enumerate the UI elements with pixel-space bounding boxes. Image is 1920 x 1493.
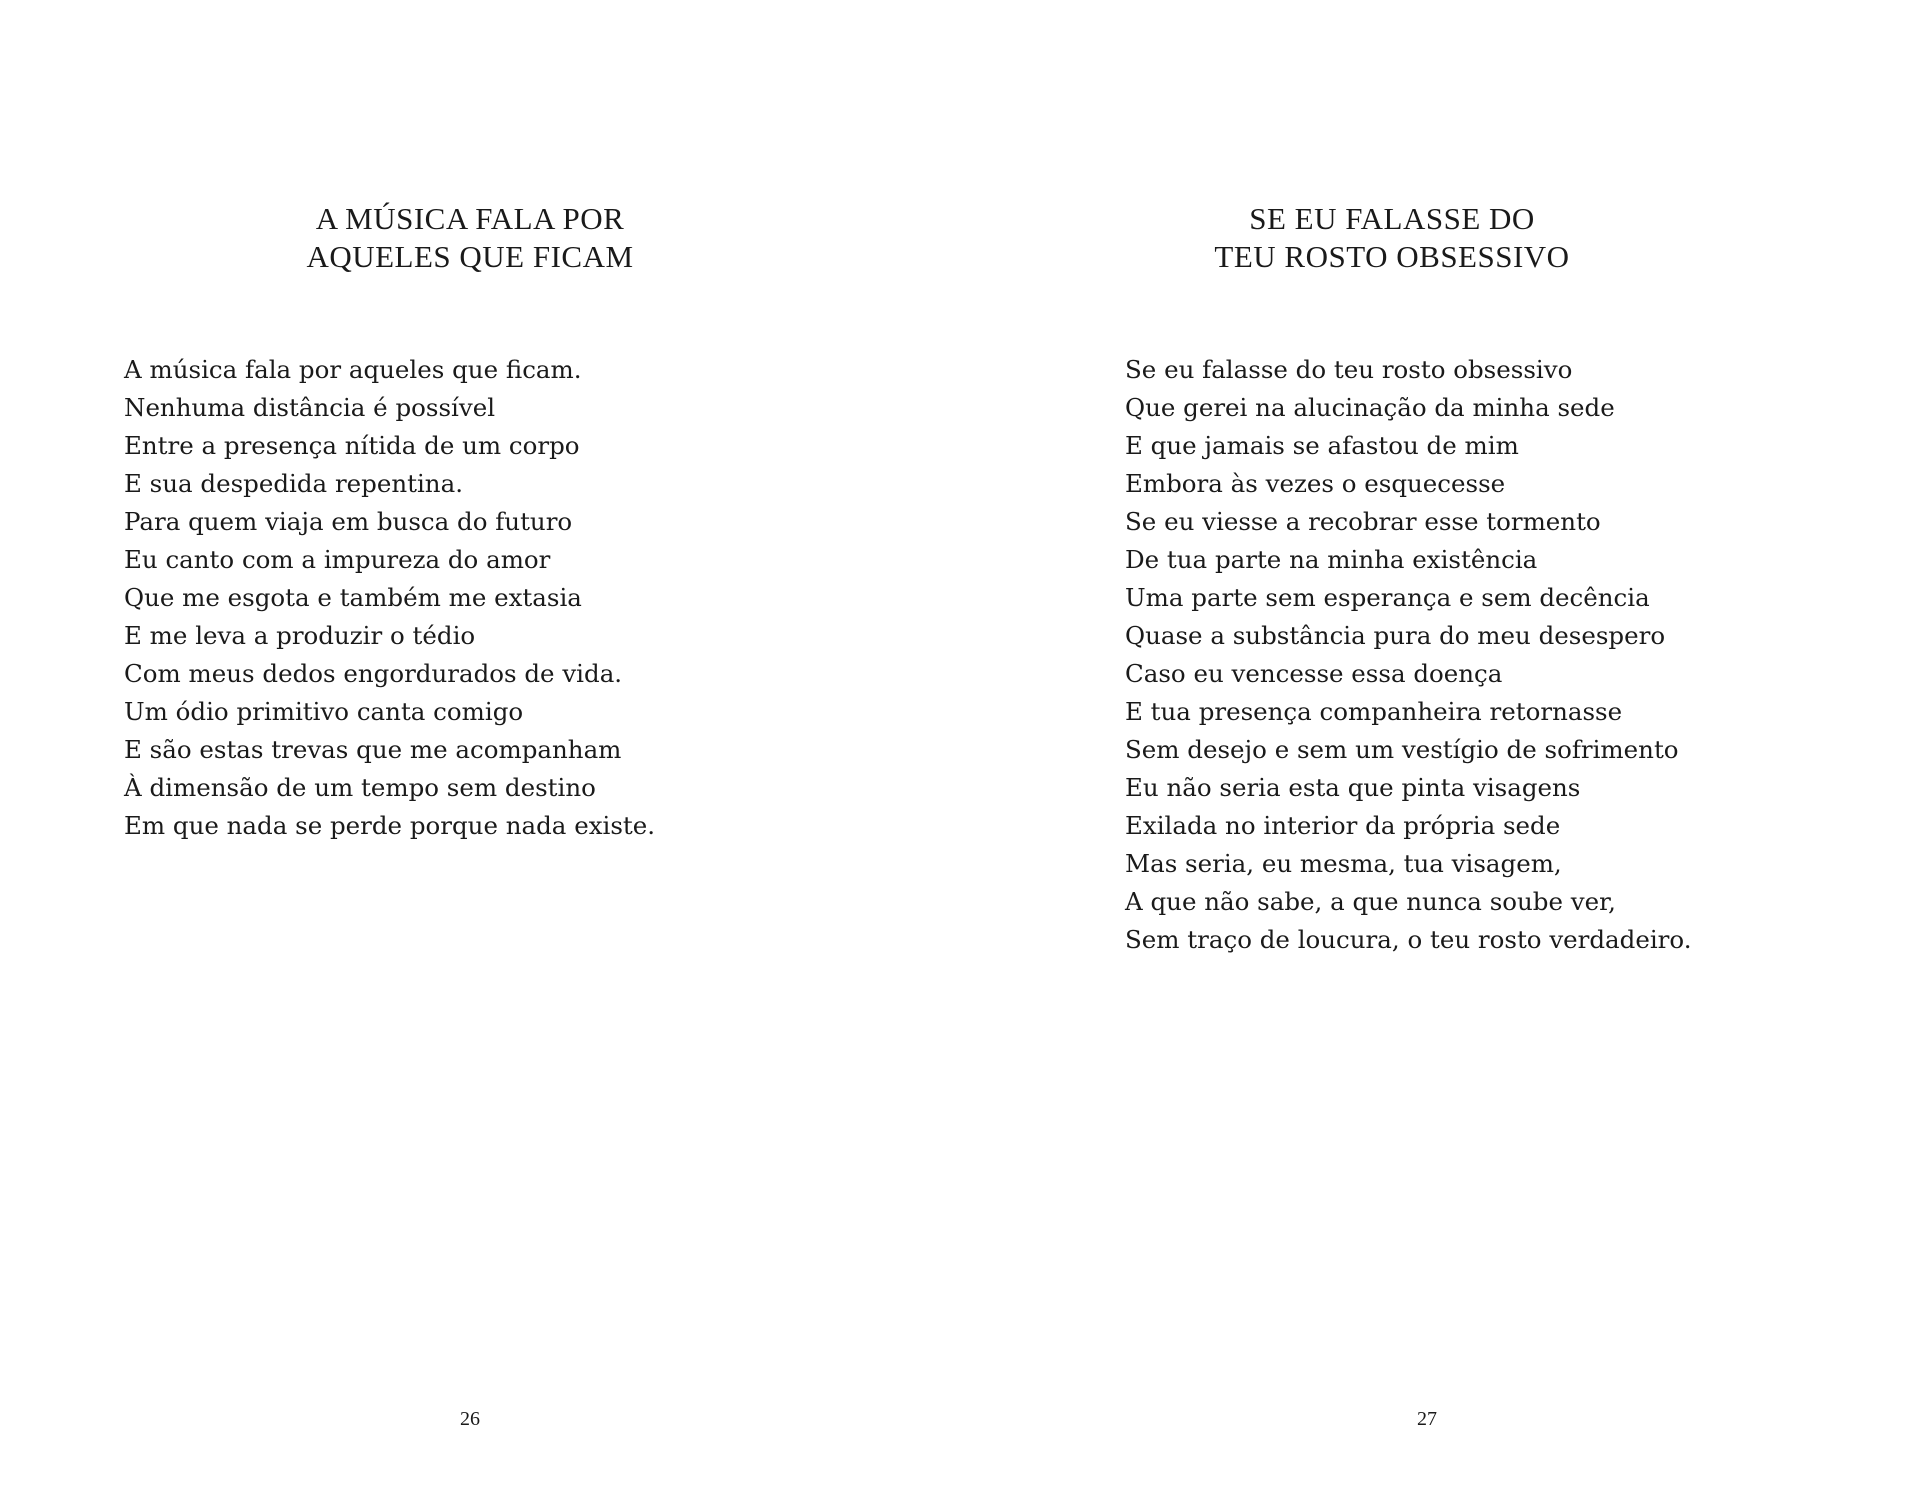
poem-title <box>270 200 670 276</box>
poem-line: Se eu viesse a recobrar esse tormento <box>1125 507 1601 536</box>
poem-line: Nenhuma distância é possível <box>124 393 496 422</box>
poem-line: Que gerei na alucinação da minha sede <box>1125 393 1615 422</box>
poem-line: Para quem viaja em busca do futuro <box>124 507 573 536</box>
poem-line: Embora às vezes o esquecesse <box>1125 469 1506 498</box>
poem-line: A música fala por aqueles que ficam. <box>124 355 582 384</box>
poem-line: Se eu falasse do teu rosto obsessivo <box>1125 355 1573 384</box>
poem-line: Caso eu vencesse essa doença <box>1125 659 1503 688</box>
poem-line: Entre a presença nítida de um corpo <box>124 431 580 460</box>
title-line: TEU ROSTO OBSESSIVO <box>1214 239 1570 274</box>
poem-line: Eu não seria esta que pinta visagens <box>1125 773 1581 802</box>
poem-line: E tua presença companheira retornasse <box>1125 697 1623 726</box>
title-line: A MÚSICA FALA POR <box>315 201 625 236</box>
poem-line: E me leva a produzir o tédio <box>124 621 476 650</box>
poem-line: Sem traço de loucura, o teu rosto verdadeiro. <box>1125 925 1692 954</box>
poem-line: Em que nada se perde porque nada existe. <box>124 811 656 840</box>
title-line: AQUELES QUE FICAM <box>306 239 634 274</box>
poem-line: De tua parte na minha existência <box>1125 545 1538 574</box>
page-number: 27 <box>1417 1408 1437 1430</box>
poem-line: A que não sabe, a que nunca soube ver, <box>1125 887 1616 916</box>
poem-line: Mas seria, eu mesma, tua visagem, <box>1125 849 1562 878</box>
right-page <box>960 0 1920 1493</box>
title-line: SE EU FALASSE DO <box>1249 201 1535 236</box>
poem-line: E sua despedida repentina. <box>124 469 463 498</box>
page-number: 26 <box>460 1408 480 1430</box>
poem-line: E são estas trevas que me acompanham <box>124 735 622 764</box>
poem-line: Que me esgota e também me extasia <box>124 583 582 612</box>
poem-line: Sem desejo e sem um vestígio de sofrimento <box>1125 735 1679 764</box>
poem-line: Um ódio primitivo canta comigo <box>124 697 524 726</box>
poem-line: Quase a substância pura do meu desespero <box>1125 621 1666 650</box>
poem-body <box>124 351 655 845</box>
poem-line: Com meus dedos engordurados de vida. <box>124 659 623 688</box>
poem-body <box>1125 351 1692 959</box>
poem-title <box>1192 200 1592 276</box>
poem-line: Eu canto com a impureza do amor <box>124 545 551 574</box>
poem-line: Uma parte sem esperança e sem decência <box>1125 583 1650 612</box>
poem-line: À dimensão de um tempo sem destino <box>124 773 596 802</box>
poem-line: Exilada no interior da própria sede <box>1125 811 1561 840</box>
poem-line: E que jamais se afastou de mim <box>1125 431 1519 460</box>
